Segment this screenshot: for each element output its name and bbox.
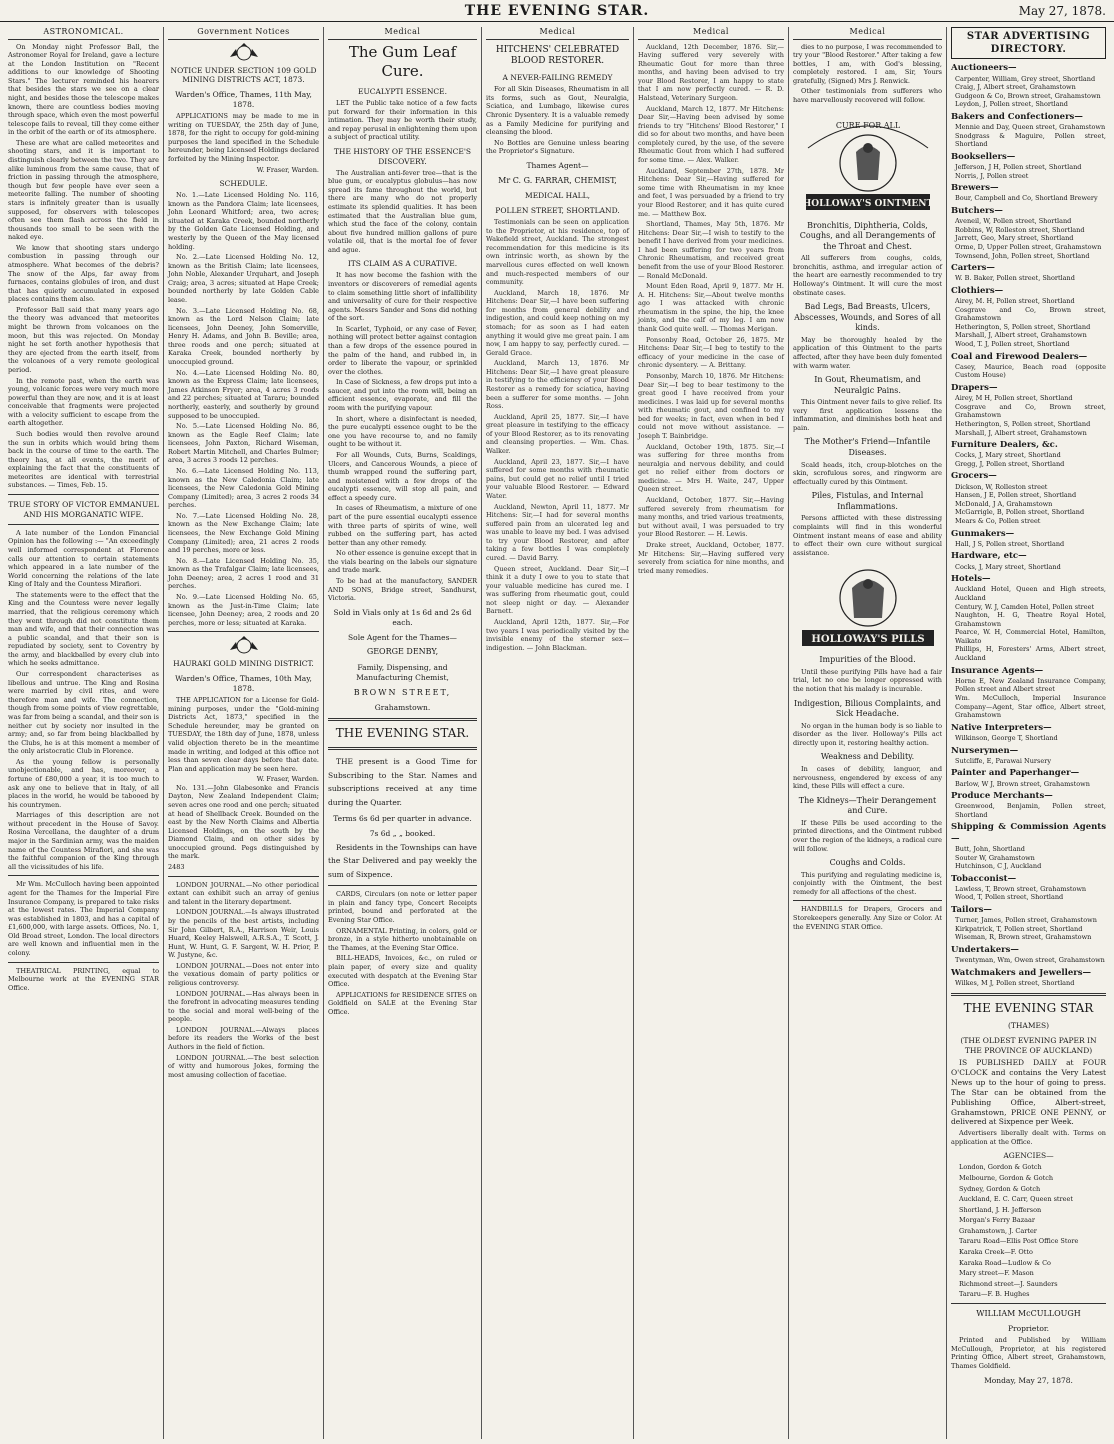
- schedule-item: No. 9.—Late Licensed Holding No. 65, known as the Just-in-Time Claim; late licensee, John Deeney; area, 2 roods and 20 perches, more or less; situated at Karaka.: [168, 593, 319, 627]
- claim-paragraph: In Scarlet, Typhoid, or any case of Fever, nothing will protect better against contagion than a few drops of the essence poured in the palm of the hand, and rubbed in, in order to liberate the vapour, or sprinkled over the clothes.: [328, 324, 477, 376]
- theatrical-printing-notice: THEATRICAL PRINTING, equal to Melbourne work at the EVENING STAR Office.: [8, 966, 159, 992]
- article-paragraph: Professor Ball said that many years ago the theory was advanced that meteorites might be thrown from volcanoes on the moon, but this was rejected. On Monday night he set forth another hypothesis that they are ejected from the earth itself, from the volcanoes of a very remote geological period.: [8, 305, 159, 374]
- holloway-ointment-emblem-icon: [794, 108, 942, 216]
- divider: [8, 494, 159, 495]
- subscription-body: THE present is a Good Time for Subscribing to the Star. Names and subscriptions received at any time during the Quarter.: [328, 757, 477, 807]
- published-notice: IS PUBLISHED DAILY at FOUR O'CLOCK and contains the Very Latest News up to the hour of going to press. The Star can be obtained from the Publishing Office, Albert-street, Grahamstown, PRICE ONE PENNY, or delivered at Sixpence per Week.: [951, 1058, 1106, 1127]
- agency-item: Grahamstown, J. Carter: [959, 1226, 1037, 1235]
- directory-entry: Horne E, New Zealand Insurance Company, Pollen street and Albert street: [955, 676, 1106, 694]
- ointment-ad-title: In Gout, Rheumatism, and Neuralgic Pains.: [814, 375, 921, 395]
- testimonial: Auckland, March 18, 1876. Mr Hitchens: Dear Sir,—I have been suffering for months from general debility and indigestion, and could keep nothing on my stomach; for as soon as I had eaten anything it would give me great pain. I am now, I am happy to say, perfectly cured. — Gerald Grace.: [486, 288, 629, 357]
- directory-category: Auctioneers—: [951, 63, 1017, 74]
- agency-item: Shortland, J. H. Jefferson: [959, 1205, 1042, 1214]
- directory-entry: Gregg, J, Pollen street, Shortland: [955, 459, 1065, 468]
- pills-ad-body: If these Pills be used according to the printed directions, and the Ointment rubbed over the region of the kidneys, a radical cure will follow.: [793, 818, 942, 853]
- directory-category: Booksellers—: [951, 151, 1016, 162]
- directory-entry: Turner, James, Pollen street, Grahamstown: [955, 916, 1097, 925]
- schedule-item: No. 5.—Late Licensed Holding No. 86, known as the Eagle Reef Claim; late licensees, John Paxton, Richard Wiseman, Robert Martin Mitchell, and Charles Bulmer; area, 3 acres 3 roods 12 perches.: [168, 422, 319, 465]
- directory-entry: Mennie and Day, Queen street, Grahamstown: [955, 123, 1106, 132]
- insurance-notice: Mr Wm. McCulloch having been appointed agent for the Thames for the Imperial Fire Insurance Company, is prepared to take risks at the lowest rates. The Imperial Company was established in 1803, and has a capital of £1,600,000, with large assets. Offices, No. 1, Old Broad street, London. The local directors are well known and influential men in the colony.: [8, 880, 159, 957]
- article-paragraph: We know that shooting stars undergo combustion in passing through our atmosphere. What becomes of the debris? The snow of the Alps, far away from furnaces, contains globules of iron, and dust that has quietly accumulated in exposed places contains them also.: [8, 243, 159, 304]
- testimonial: Auckland, Newton, April 11, 1877. Mr Hitchens: Sir,—I had for several months suffered pain from an ulcerated leg and was unable to leave my bed. I was advised to try your Blood Restorer, and after taking a few bottles I was completely cured. — David Barry.: [486, 502, 629, 562]
- directory-category: Bakers and Confectioners—: [951, 111, 1083, 122]
- claim-body: [328, 271, 477, 547]
- directory-entry: Casey, Maurice, Beach road (opposite Custom House): [955, 362, 1106, 380]
- directory-entry: Kirkpatrick, T, Pollen street, Shortland: [955, 924, 1083, 933]
- agency-item: London, Gordon & Gotch: [959, 1163, 1042, 1172]
- notice2-title: HAURAKI GOLD MINING DISTRICT.: [173, 659, 314, 669]
- claim-paragraph: In short, where a disinfectant is needed, the pure eucalypti essence ought to be the one you have recourse to, and no family ought to be without it.: [328, 414, 477, 449]
- story-article: [8, 529, 159, 872]
- holloway-pills-emblem-icon: [794, 560, 942, 650]
- notice-body: APPLICATIONS may be made to me in writing on TUESDAY, the 25th day of June, 1878, for the right to occupy for gold-mining purposes the land specified in the Schedule hereunder, being Licensed Holdings declared forfeited by the Mining Inspector.: [168, 112, 319, 163]
- london-journal-ad: LONDON JOURNAL.—No other periodical extant can exhibit such an array of genius and talent in the literary department.: [168, 880, 319, 906]
- price: Sold in Vials only at 1s 6d and 2s 6d each.: [333, 607, 472, 627]
- divider: [328, 747, 477, 750]
- paper-subtitle: (THAMES): [1007, 1021, 1050, 1031]
- ointment-ad-title: The Mother's Friend—Infantile Diseases.: [804, 437, 931, 458]
- divider: [951, 993, 1106, 996]
- agency-item: Karaka Road—Ludlow & Co: [959, 1258, 1051, 1267]
- directory-entry: Phillips, H, Foresters' Arms, Albert street, Auckland: [955, 645, 1106, 663]
- article-paragraph: On Monday night Professor Ball, the Astronomer Royal for Ireland, gave a lecture at the London Institution on "Recent additions to our knowledge of Shooting Stars." The lecturer reminded his hearers that besides the stars we see on a clear night, and besides those the telescope makes known, there are countless bodies moving through space, which even the most powerful telescope fails to reveal, till they come either in the orbit of the earth or of its atmosphere.: [8, 42, 159, 137]
- schedule-item: No. 3.—Late Licensed Holding No. 68, known as the Lord Nelson Claim; late licensees, John Deeney, John Somerville, Henry H. Adams, and John B. Beville; area, three roods and one perch; situated at Karaka Creek, bounded northerly by unoccupied ground.: [168, 306, 319, 367]
- directory-entry: Dickson, W, Rolleston street: [955, 482, 1048, 491]
- directory-entry: Gudgeon & Co, Brown street, Grahamstown: [955, 91, 1101, 100]
- ointment-ads: [793, 221, 942, 558]
- printing-ad: BILL-HEADS, Invoices, &c., on ruled or plain paper, of every size and quality executed with despatch at the Evening Star Office.: [328, 954, 477, 989]
- article-paragraph: Our correspondent characterises as libellous and untrue. The King and Rosina were married by civil rites, and were therefore man and wife. The connection, though from some points of view regrettable, was far from being a scandal, and their son is neither cut by society nor insulted in the army; and, so far from being blackballed by the Clubs, he is at this moment a member of the only aristocratic Club in Florence.: [8, 670, 159, 756]
- article-paragraph: A late number of the London Financial Opinion has the following :— "An exceedingly well informed correspondent at Florence calls our attention to certain statements which appeared in a late number of the World concerning the relations of the late King of Italy and the Countess Mirafiori.: [8, 528, 159, 589]
- directory-category: Butchers—: [951, 206, 1003, 217]
- testimonial-end: dies to no purpose, I was recommended to try your "Blood Restorer." After taking a few bottles, I am, with God's blessing, completely restored. I am, Sir, Yours gratefully, (Signed) Mrs J. Renwick.: [793, 42, 942, 85]
- divider: [168, 631, 319, 632]
- agency-item: Richmond street—J. Saunders: [959, 1279, 1058, 1288]
- directory-entry: McDonald, J A, Grahamstown: [955, 499, 1053, 508]
- ointment-ad-body: May be thoroughly healed by the application of this Ointment to the parts affected, after they have been duly fomented with warm water.: [793, 335, 942, 370]
- printing-ad: APPLICATIONS for RESIDENCE SITES on Goldfield on SALE at the Evening Star Office.: [328, 990, 477, 1016]
- divider: [168, 876, 319, 877]
- evening-star-title: THE EVENING STAR.: [335, 726, 470, 741]
- divider: [951, 1303, 1106, 1304]
- pills-ad-title: Impurities of the Blood.: [819, 655, 916, 665]
- directory-entry: Twentyman, Wm, Owen street, Grahamstown: [955, 956, 1105, 965]
- directory-category: Tailors—: [951, 905, 992, 916]
- notice2-signature: W. Fraser, Warden.: [256, 775, 319, 784]
- testimonial: Testimonials can be seen on application to the Proprietor, at his residence, top of Wakefield street, Auckland. The strongest recommendation for this medicine is its own intrinsic worth, as shown by the marvellous cures effected on well known and much-respected members of our community.: [486, 218, 629, 287]
- article-paragraph: The statements were to the effect that the King and the Countess were never legally married, that the religious ceremony which they went through did not constitute them man and wife, and that their connection was a public scandal, and that their son is repudiated by society, sent to Coventry by the army, and blackballed by every club into which he seeks admittance.: [8, 590, 159, 668]
- schedule-item: No. 8.—Late Licensed Holding No. 35, known as the Trafalgar Claim; late licensees, John Deeney; area, 2 acres 1 rood and 31 perches.: [168, 556, 319, 591]
- directory-entry: Pearce, W. H, Commercial Hotel, Hamilton, Waikato: [955, 628, 1106, 645]
- genuine-warning: No other essence is genuine except that in the vials bearing on the labels our signature and trade mark.: [328, 549, 477, 575]
- testimonial: Auckland, April 23, 1877. Sir,—I have suffered for some months with rheumatic pains, but could get no relief until I tried your valuable Blood Restorer. — Edward Water.: [486, 457, 629, 500]
- schedule-title: SCHEDULE.: [219, 179, 268, 189]
- directory-header: STAR ADVERTISING DIRECTORY.: [951, 27, 1106, 59]
- pills-label: HOLLOWAY'S PILLS: [810, 634, 925, 646]
- agent-line: Sole Agent for the Thames—: [348, 632, 457, 642]
- article-paragraph: Such bodies would then revolve around the sun in orbits which would bring them back in the course of time to the earth. The theory has, at all events, the merit of explaining the fact that the constituents of meteorites are identical with terrestrial substances. — Times, Feb. 15.: [8, 429, 159, 490]
- paper-title: THE EVENING STAR: [963, 1000, 1094, 1015]
- directory-category: Gunmakers—: [951, 528, 1015, 539]
- testimonials: [638, 43, 784, 576]
- agency-item: Karaka Creek—F. Otto: [959, 1247, 1033, 1256]
- directory-entry: Bour, Campbell and Co, Shortland Brewery: [955, 194, 1098, 203]
- agent-address: BROWN STREET,: [353, 687, 452, 697]
- ointment-ad-body: All sufferers from coughs, colds, bronchitis, asthma, and irregular action of the heart are earnestly recommended to try Holloway's Ointment. It will cure the most obstinate cases.: [793, 254, 942, 297]
- agency-item: Mary street—F. Mason: [959, 1269, 1034, 1278]
- ointment-ad-body: Scald heads, itch, croup-blotches on the skin, scrofulous sores, and ringworm are effectually cured by this Ointment.: [793, 460, 942, 486]
- pills-ads: [793, 655, 942, 896]
- handbills-notice: HANDBILLS for Drapers, Grocers and Storekeepers generally. Any Size or Color. At the EVENING STAR Office.: [793, 905, 942, 931]
- more-testimonials-note: Other testimonials from sufferers who have marvellously recovered will follow.: [793, 87, 942, 105]
- pills-ad-title: The Kidneys—Their Derangement and Cure.: [798, 795, 937, 816]
- column-header: Medical: [328, 27, 477, 40]
- directory-entry: Jarrett, Geo, Mary street, Shortland: [955, 234, 1074, 243]
- schedule-item: No. 1.—Late Licensed Holding No. 116, known as the Pandora Claim; late licensees, John Leonard Whitford; area, two acres; situated at Karaka Creek, bounded northerly by the Golden Gate Licensed Holding, and westerly by the Queen of the May licensed holding.: [168, 191, 319, 251]
- notice-title: NOTICE UNDER SECTION 109 GOLD MINING DISTRICTS ACT, 1873.: [170, 65, 317, 85]
- claim-paragraph: It has now become the fashion with the inventors or discoverers of remedial agents to claim something little short of infallibility and universality of cure for their respective agents. Messrs Sander and Sons did nothing of the sort.: [328, 271, 477, 323]
- ointment-ad-body: Persons afflicted with these distressing complaints will find in this wonderful Ointment instant means of ease and ability to effect their own cure without surgical assistance.: [793, 514, 942, 557]
- column-astronomical: [4, 27, 164, 1439]
- directory-entry: Hall, J S, Pollen street, Shortland: [955, 539, 1065, 548]
- advertisers-notice: Advertisers liberally dealt with. Terms on application at the Office.: [951, 1129, 1106, 1146]
- paper-note: (THE OLDEST EVENING PAPER IN THE PROVINCE OF AUCKLAND): [960, 1036, 1097, 1056]
- printing-ads: [328, 890, 477, 1016]
- ointment-cure-label: CURE FOR ALL: [835, 120, 900, 130]
- directory-category: Hotels—: [951, 574, 991, 585]
- testimonial: Auckland, September 27th, 1878. Mr Hitchens: Dear Sir,—Having suffered for some time with Rheumatism in my knee and feet, I was persuaded by a friend to try your Blood Restorer, and it has quite cured me. — Matthew Box.: [638, 166, 784, 218]
- directory-entry: McGarrigle, B, Pollen street, Shortland: [955, 508, 1085, 517]
- newspaper-title: THE EVENING STAR.: [464, 3, 650, 19]
- column-medical-2: [482, 27, 634, 1439]
- directory-category: Nurserymen—: [951, 745, 1019, 756]
- divider: [8, 875, 159, 876]
- directory-entry: Hutchinson, C J, Auckland: [955, 862, 1042, 871]
- testimonial: Ponsonby Road, October 26, 1875. Mr Hitchens: Dear Sir,—I beg to testify to the efficacy of your medicine in the case of chronic dysentery. — A. Brittany.: [638, 335, 784, 370]
- directory-entry: Cosgrave and Co, Brown street, Grahamstown: [955, 305, 1106, 323]
- directory-entry: Marshall, J, Albert street, Grahamstown: [955, 331, 1087, 340]
- agent-town: Grahamstown.: [374, 703, 431, 713]
- pills-ad-body: Until these purifying Pills have had a fair trial, let no one be longer oppressed with the notion that his malady is incurable.: [793, 667, 942, 693]
- directory-entry: Wood, T, Pollen street, Shortland: [955, 893, 1064, 902]
- directory-entry: Wilkes, M J, Pollen street, Shortland: [955, 979, 1075, 987]
- gum-leaf-intro: LET the Public take notice of a few facts put forward for their information in this intimation. They may be worth their study, and repay perusal in enlightening them upon a subject of practical utility.: [328, 99, 478, 142]
- directory-category: Carters—: [951, 263, 995, 274]
- schedule-item: No. 2.—Late Licensed Holding No. 12, known as the British Claim; late licensees, John Noble, Alexander Urquhart, and Joseph Craig; area, 3 acres; situated at Hape Creek; bounded northerly by late Golden Cable lease.: [168, 253, 319, 304]
- testimonial: Auckland, April 25, 1877. Sir,—I have great pleasure in testifying to the efficacy of your Blood Restorer, as to its renovating and cleansing properties. — Wm. Chas. Walker.: [486, 412, 629, 456]
- london-journal-ad: LONDON JOURNAL.—Does not enter into the vexatious domain of party politics or religious controversy.: [168, 961, 319, 987]
- gum-leaf-title: The Gum Leaf Cure.: [348, 42, 457, 81]
- agent-hall: MEDICAL HALL,: [525, 191, 590, 201]
- testimonial: Auckland, March 13, 1876. Mr Hitchens: Dear Sir,—I have great pleasure in testifying to the efficiency of your Blood Restorer as a remedy for sciatica, having been a sufferer for some months. — John Ross.: [486, 359, 629, 411]
- column-header: Medical: [638, 27, 784, 40]
- testimonial: Queen street, Auckland. Dear Sir,—I think it a duty I owe to you to state that your valuable medicine has cured me. I was suffering from rheumatic gout, could not sleep night or day. — Alexander Barnett.: [486, 564, 629, 616]
- directory-entry: Greenwood, Benjamin, Pollen street, Shortland: [955, 802, 1106, 819]
- divider: [8, 962, 159, 963]
- directory-entry: Butt, John, Shortland: [955, 844, 1025, 853]
- agencies-title: AGENCIES—: [1003, 1151, 1054, 1161]
- imprint: Printed and Published by William McCullough, Proprietor, at his registered Printing Office, Albert street, Grahamstown, Thames Goldfield.: [951, 1336, 1106, 1371]
- directory-category: Hardware, etc—: [951, 551, 1027, 562]
- pills-ad-title: Weakness and Debility.: [820, 752, 915, 762]
- testimonial: Auckland, October 19th, 1875. Sir,—I was suffering for three months from neuralgia and nervous debility, and could get no relief either from doctors or medicine. — Mrs H. Waite, 247, Upper Queen street.: [638, 442, 784, 494]
- directory-entry: Hetherington, S, Pollen street, Shortland: [955, 322, 1091, 331]
- issue-date: May 27, 1878.: [1018, 4, 1106, 18]
- ointment-label: HOLLOWAY'S OINTMENT: [802, 198, 933, 209]
- directory-entry: Marshall, J, Albert street, Grahamstown: [955, 428, 1087, 437]
- gum-leaf-subtitle: EUCALYPTI ESSENCE.: [357, 87, 448, 97]
- pills-ad-body: In cases of debility, languor, and nervousness, engendered by excess of any kind, these Pills will effect a cure.: [793, 764, 942, 791]
- claim-paragraph: For all Wounds, Cuts, Burns, Scaldings, Ulcers, and Cancerous Wounds, a piece of thumb wrapped round the suffering part, and moistened with a few drops of the eucalypti essence, will stop all pain, and effect a speedy cure.: [328, 450, 477, 502]
- directory-category: Grocers—: [951, 471, 997, 482]
- schedule-item: No. 7.—Late Licensed Holding No. 28, known as the New Exchange Claim; late licensees, the New Exchange Gold Mining Company (Limited); area, 21 acres 2 roods and 19 perches, more or less.: [168, 511, 319, 555]
- manufacturer: To be had at the manufactory, SANDER AND SONS, Bridge street, Sandhurst, Victoria.: [328, 577, 477, 603]
- column-header: Medical: [793, 27, 942, 40]
- directory-entry: Cocks, J, Mary street, Shortland: [955, 562, 1061, 571]
- story-title: TRUE STORY OF VICTOR EMMANUEL AND HIS MORGANATIC WIFE.: [8, 500, 159, 519]
- london-journal-ads: [168, 881, 319, 1080]
- directory-entry: Robbins, W, Rolleston street, Shortland: [955, 225, 1085, 234]
- agency-item: Tararu Road—Ellis Post Office Store: [959, 1237, 1079, 1246]
- directory-entry: Lawless, T, Brown street, Grahamstown: [955, 884, 1087, 893]
- royal-crest-icon: [227, 43, 261, 61]
- london-journal-ad: LONDON JOURNAL.—Is always illustrated by the pencils of the best artists, including Sir John Gilbert, R.A., Harrison Weir, Louis Huard, Keeley Halswell, A.R.S.A., T. Scott, J. Hunt, W. Hunt, G. F. Sargent, W. H. Prior, P. W. Justyne, &c.: [168, 908, 319, 960]
- ointment-ad-title: Bad Legs, Bad Breasts, Ulcers, Abscesses, Wounds, and Sores of all kinds.: [794, 302, 941, 333]
- column-government-notices: [164, 27, 324, 1439]
- blood-restorer-title: HITCHENS' CELEBRATED BLOOD RESTORER.: [495, 44, 620, 67]
- directory-entry: Sutcliffe, E, Parawai Nursery: [955, 756, 1051, 765]
- signature: W. Fraser, Warden.: [256, 165, 319, 174]
- column-medical-1: [324, 27, 482, 1439]
- london-journal-ad: LONDON JOURNAL.—The best selection of witty and humorous Jokes, forming the most amusing collection of facetiae.: [168, 1053, 319, 1079]
- directory-entry: Barlow, W J, Brown street, Grahamstown: [955, 779, 1090, 788]
- directory-entry: Century, W. J, Camden Hotel, Pollen street: [955, 602, 1095, 611]
- directory-entry: Carpenter, William, Grey street, Shortland: [955, 74, 1096, 83]
- directory-entry: Craig, J, Albert street, Grahamstown: [955, 83, 1076, 92]
- directory-category: Clothiers—: [951, 285, 1004, 296]
- directory-entry: Leydon, J, Pollen street, Shortland: [955, 100, 1068, 109]
- claim-paragraph: In cases of Rheumatism, a mixture of one part of the pure essential eucalypti essence with three parts of spirits of wine, well rubbed on the suffering part, has acted better than any other remedy.: [328, 504, 477, 547]
- column-directory: [947, 27, 1110, 1439]
- article-paragraph: Marriages of this description are not without precedent in the House of Savoy. Rosina Vercellana, the daughter of a drum major in the Sardinian army, was the maiden name of the Countess Mirafiori, and she was the faithful companion of the King through all the vicissitudes of his life.: [8, 811, 159, 871]
- directory-category: Furniture Dealers, &c.: [951, 440, 1058, 451]
- directory-entry: Hansen, J E, Pollen street, Shortland: [955, 491, 1077, 500]
- directory-category: Tobacconist—: [951, 873, 1017, 884]
- directory-entry: Cosgrave and Co, Brown street, Grahamstown: [955, 402, 1106, 420]
- directory-category: Painter and Paperhanger—: [951, 768, 1080, 779]
- directory-entry: Wood, T. J, Pollen street, Shortland: [955, 340, 1070, 349]
- subscription-delivery: Residents in the Townships can have the Star Delivered and pay weekly the sum of Sixpence.: [328, 842, 477, 879]
- article-paragraph: In the remote past, when the earth was young, volcanic forces were very much more powerful than they are now, and it is at least conceivable that fragments were projected with a velocity sufficient to escape from the earth altogether.: [8, 376, 159, 428]
- directory-entry: Wiseman, R, Brown street, Grahamstown: [955, 933, 1092, 942]
- column-header: Medical: [486, 27, 629, 40]
- printing-ad: ORNAMENTAL Printing, in colors, gold or bronze, in a style hitherto unobtainable on the Thames, at the Evening Star Office.: [328, 926, 477, 952]
- directory-entry: Norris, J, Pollen street: [955, 171, 1029, 180]
- testimonial: Auckland, March 12, 1877. Mr Hitchens: Dear Sir,—Having been advised by some friends to try "Hitchens' Blood Restorer," I did so for about two months, and have been completely cured, by the use, of the severe Rheumatic Gout from which I had suffered for some time. — Alex. Walker.: [638, 104, 784, 165]
- article-paragraph: These are what are called meteorites and shooting stars, and it is important to distinguish clearly between the two. They are alike luminous from the same cause, that of friction in passing through the atmosphere, though but few people have ever seen a meteorite falling. The number of shooting stars is infinitely greater than is usually supposed, for observers with telescopes often see them flash across the field in thousands too small to be seen with the naked eye.: [8, 138, 159, 242]
- directory-entry: Townsend, John, Pollen street, Shortland: [955, 251, 1090, 260]
- testimonials: [486, 218, 629, 652]
- directory-list: [951, 63, 1106, 987]
- directory-category: Coal and Firewood Dealers—: [951, 351, 1088, 362]
- office-line: Warden's Office, Thames, 11th May, 1878.: [175, 90, 312, 110]
- astronomy-article: [8, 43, 159, 490]
- agency-item: Auckland, E. C. Carr, Queen street: [959, 1195, 1073, 1204]
- history-title: THE HISTORY OF THE ESSENCE'S DISCOVERY.: [333, 146, 472, 166]
- schedule-item: No. 4.—Late Licensed Holding No. 80, known as the Express Claim; late licensees, James Atkinson Fryer; area, 4 acres 3 roods and 22 perches; situated at Tararu; bounded northerly, easterly, and southerly by ground supposed to be unoccupied.: [168, 368, 319, 420]
- column-header: ASTRONOMICAL.: [8, 27, 159, 40]
- agent-address: POLLEN STREET, SHORTLAND.: [495, 206, 620, 216]
- directory-entry: Souter W, Grahamstown: [955, 853, 1035, 862]
- directory-entry: Auckland Hotel, Queen and High streets, Auckland: [955, 585, 1106, 602]
- ointment-ad-title: Piles, Fistulas, and Internal Inflammations.: [811, 491, 924, 511]
- notice2-body: THE APPLICATION for a License for Gold-mining purposes, under the "Gold-mining Districts Act, 1873," specified in the Schedule hereunder, may be granted on TUESDAY, the 18th day of June, 1878, unless valid objection thereto be in the meantime made in writing, and lodged at this office not less than seven clear days before that date. Plan and application may be seen here.: [168, 696, 319, 773]
- notice2-office: Warden's Office, Thames, 10th May, 1878.: [175, 674, 312, 694]
- pills-ad-body: No organ in the human body is so liable to disorder as the liver. Holloway's Pills act directly upon it, restoring healthy action.: [793, 721, 942, 747]
- directory-entry: Wilkinson, George T, Shortland: [955, 733, 1058, 742]
- agent-line: Thames Agent—: [526, 160, 589, 170]
- testimonial: Mount Eden Road, April 9, 1877. Mr H. A. H. Hitchens: Sir,—About twelve months ago I was attacked with chronic rheumatism in the spine, the hip, the knee joints, and the calf of my leg. I am now thank God quite well. — Thomas Merigan.: [638, 282, 784, 334]
- divider: [793, 900, 942, 901]
- directory-category: Brewers—: [951, 183, 999, 194]
- testimonial: Auckland, October, 1877. Sir,—Having suffered severely from rheumatism for many months, and tried various treatments, but without avail, I was persuaded to try your Blood Restorer. — H. Lewis.: [638, 496, 784, 539]
- schedule-list: [168, 191, 319, 627]
- column-medical-4: [789, 27, 947, 1439]
- directory-category: Undertakers—: [951, 944, 1019, 955]
- directory-category: Produce Merchants—: [951, 791, 1053, 802]
- directory-entry: Orme, D, Upper Pollen street, Grahamstown: [955, 242, 1102, 251]
- directory-entry: Aveneil, W, Pollen street, Shortland: [955, 217, 1072, 226]
- directory-category: Shipping & Commission Agents—: [951, 822, 1106, 844]
- genuine-warning: No Bottles are Genuine unless bearing the Proprietor's Signature.: [486, 138, 629, 156]
- claim-title: ITS CLAIM AS A CURATIVE.: [347, 259, 458, 269]
- proprietor-name: WILLIAM McCULLOUGH: [976, 1308, 1081, 1318]
- divider: [328, 718, 477, 721]
- ointment-ad-body: This Ointment never fails to give relief. Its very first application lessens the inflammation, and diminishes both heat and pain.: [793, 398, 942, 432]
- divider: [8, 524, 159, 525]
- agencies-list: [951, 1163, 1106, 1299]
- directory-entry: Airey, M. H, Pollen street, Shortland: [955, 297, 1075, 306]
- royal-crest-icon: [227, 636, 261, 654]
- newspaper-page: [4, 27, 1110, 1439]
- london-journal-ad: LONDON JOURNAL.—Has always been in the forefront in advocating measures tending to the social and moral well-being of the people.: [168, 989, 319, 1024]
- agency-item: Morgan's Ferry Bazaar: [959, 1216, 1035, 1225]
- testimonial: Shortland, Thames, May 5th, 1876. Mr Hitchens: Dear Sir,—I wish to testify to the benefit I have derived from your medicines. I had been suffering for two years from Chronic Rheumatism, and received great benefit from the use of your Blood Restorer. — Ronald McDonald.: [638, 220, 784, 280]
- agent-name: Mr C. G. FARRAR, CHEMIST,: [498, 175, 617, 185]
- directory-entry: Jefferson, J H, Pollen street, Shortland: [955, 163, 1082, 172]
- imprint-date: Monday, May 27, 1878.: [984, 1375, 1073, 1385]
- directory-entry: Cocks, J, Mary street, Shortland: [955, 451, 1061, 460]
- blood-restorer-intro: For all Skin Diseases, Rheumatism in all its forms, such as Gout, Neuralgia, Sciatica, and Lumbago, likewise cures Chronic Dysentery. It is a valuable remedy as a Family Medicine for purifying and cleansing the blood.: [486, 85, 629, 137]
- claim-paragraph: In Case of Sickness, a few drops put into a saucer, and put into the room will, being an efficient essence, evaporate, and fill the room with the purifying vapour.: [328, 378, 477, 413]
- agency-item: Sydney, Gordon & Gotch: [959, 1184, 1041, 1193]
- directory-category: Drapers—: [951, 383, 998, 393]
- directory-category: Native Interpreters—: [951, 722, 1052, 733]
- notice2-schedule: No. 131.—John Glabesonke and Francis Dayton, New Zealand Independent Claim; seven acres one rood and one perch; situated at head of Shellback Creek. Bounded on the east by the New North Claims and Albertia Licensed Holdings, on the south by the Diamond Claim, and on other sides by unoccupied ground. Pegs distinguished by the mark.: [168, 783, 319, 861]
- agency-item: Tararu—F. B. Hughes: [959, 1290, 1030, 1299]
- history-body: The Australian anti-fever tree—that is the blue gum, or eucalyptus globulus—has now spread its fame throughout the world, but there are many who do not properly estimate its splendid qualities. It has been estimated that the Australian blue gum, which stud the face of the colony, contain about five hundred million gallons of pure volatile oil, that is the mortal foe of fever and ague.: [328, 168, 477, 254]
- divider: [328, 885, 477, 886]
- ointment-ad-title: Bronchitis, Diphtheria, Colds, Coughs, and all Derangements of the Throat and Chest.: [799, 220, 936, 251]
- london-journal-ad: LONDON JOURNAL.—Always places before its readers the Works of the best Authors in the field of fiction.: [168, 1025, 319, 1052]
- subscription-terms-booked: 7s 6d „ „ booked.: [369, 828, 436, 838]
- agent-trade: Family, Dispensing, and Manufacturing Chemist,: [356, 662, 449, 682]
- subscription-terms: Terms 6s 6d per quarter in advance.: [333, 814, 472, 824]
- directory-category: Watchmakers and Jewellers—: [951, 967, 1091, 978]
- testimonial: Drake street, Auckland, October, 1877. Mr Hitchens: Sir,—Having suffered very severely from sciatica for nine months, and tried many remedies.: [638, 540, 784, 575]
- directory-category: Insurance Agents—: [951, 665, 1044, 676]
- blood-restorer-tagline: A NEVER-FAILING REMEDY: [502, 73, 613, 83]
- directory-entry: Mears & Co, Pollen street: [955, 517, 1041, 526]
- agent-name: GEORGE DENBY,: [366, 647, 439, 657]
- column-header: Government Notices: [168, 27, 319, 40]
- agency-item: Melbourne, Gordon & Gotch: [959, 1173, 1054, 1182]
- testimonial: Ponsonby, March 10, 1876. Mr Hitchens: Dear Sir,—I beg to bear testimony to the great good I have received from your medicines. I was laid up for several months with rheumatic gout, and confined to my bed for weeks; in fact, even when in bed I could not move without assistance. — Joseph T. Bainbridge.: [638, 371, 784, 440]
- directory-entry: Snodgrass & Maguire, Pollen street, Shortland: [955, 131, 1106, 149]
- testimonial: Auckland, 12th December, 1876. Sir,—Having suffered very severely with Rheumatic Gout for more than three months, and having been advised to try your Blood Restorer, I am happy to state that I am now perfectly cured. — R. D. Halstead, Veterinary Surgeon.: [638, 42, 784, 103]
- testimonial: Auckland, April 12th, 1877. Sir,—For two years I was periodically visited by the invisible enemy of the sterner sex—indigestion. — John Blackman.: [486, 618, 629, 652]
- directory-entry: Wm. McCulloch, Imperial Insurance Company—Agent, Star office, Albert street, Grahamstown: [955, 693, 1106, 720]
- directory-entry: W. B. Baker, Pollen street, Shortland: [955, 274, 1075, 283]
- pills-ad-title: Coughs and Colds.: [829, 858, 906, 868]
- masthead: [0, 0, 1114, 22]
- pills-ad-body: This purifying and regulating medicine is, conjointly with the Ointment, the best remedy for all affections of the chest.: [793, 870, 942, 896]
- column-medical-3: [634, 27, 789, 1439]
- pills-ad-title: Indigestion, Bilious Complaints, and Sick Headache.: [793, 698, 942, 719]
- article-paragraph: As the young fellow is personally unobjectionable, and has, moreover, a fortune of £80,000 a year, it is too much to ask any one to believe that in Italy, of all places in the world, he would be tabooed by his countrymen.: [8, 757, 159, 809]
- directory-entry: Naughton, H. G, Theatre Royal Hotel, Grahamstown: [955, 611, 1106, 628]
- directory-entry: Airey, M H, Pollen street, Shortland: [955, 394, 1073, 403]
- proprietor-role: Proprietor.: [1007, 1324, 1050, 1334]
- directory-entry: Hetherington, S, Pollen street, Shortland: [955, 419, 1091, 428]
- schedule-item: No. 6.—Late Licensed Holding No. 113, known as the New Caledonia Claim; late licensees, the New Caledonia Gold Mining Company (Limited); area, 3 acres 2 roods 34 perches.: [168, 466, 319, 510]
- printing-ad: CARDS, Circulars (on note or letter paper in plain and fancy type, Concert Receipts printed, bound and perforated at the Evening Star Office.: [328, 890, 477, 925]
- notice-number: 2483: [168, 863, 185, 872]
